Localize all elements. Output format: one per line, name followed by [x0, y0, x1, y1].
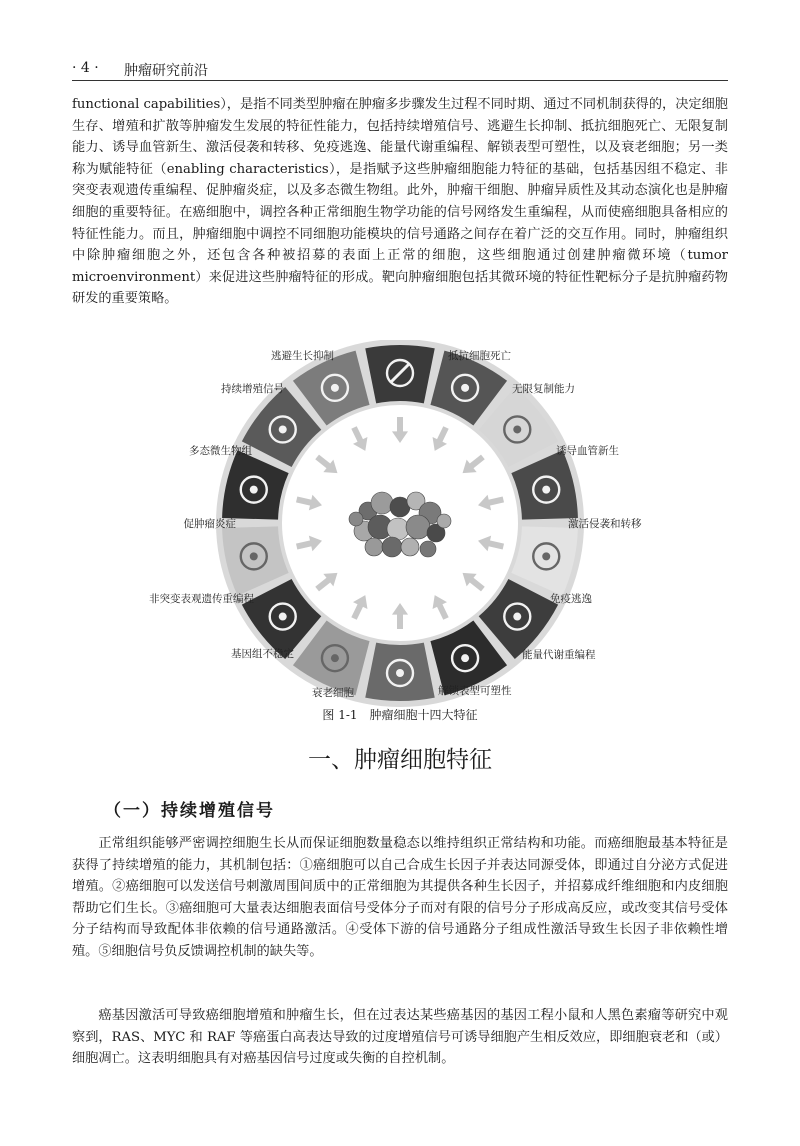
- hallmark-label: 抵抗细胞死亡: [448, 350, 511, 362]
- hallmark-label: 多态微生物组: [189, 445, 252, 457]
- tumor-cell: [371, 492, 393, 514]
- hallmark-label: 基因组不稳定: [231, 648, 294, 660]
- section-heading: 一、肿瘤细胞特征: [308, 747, 492, 773]
- hallmark-label: 持续增殖信号: [221, 383, 284, 395]
- subsection-heading: （一）持续增殖信号: [104, 801, 275, 821]
- hallmark-label: 能量代谢重编程: [522, 649, 596, 661]
- tumor-cell: [401, 538, 419, 556]
- hallmark-label: 解锁表型可塑性: [438, 685, 512, 697]
- hallmark-label: 促肿瘤炎症: [183, 518, 236, 530]
- hallmark-label: 逃避生长抑制: [271, 350, 334, 362]
- body-paragraph-oncogene: 癌基因激活可导致癌细胞增殖和肿瘤生长，但在过表达某些癌基因的基因工程小鼠和人黑色素瘤等研究中观察到，RAS、MYC 和 RAF 等癌蛋白高表达导致的过度增殖信号可诱导细胞产生相反效应，即细胞衰老和（或）细胞凋亡。这表明细胞具有对癌基因信号过度或失衡的自控机制。: [72, 1008, 728, 1067]
- running-title: 肿瘤研究前沿: [124, 63, 208, 79]
- tumor-cell: [406, 515, 430, 539]
- tumor-cell: [437, 514, 451, 528]
- tumor-cell: [382, 537, 402, 557]
- hallmark-label: 诱导血管新生: [556, 445, 619, 457]
- body-paragraph-proliferation: 正常组织能够严密调控细胞生长从而保证细胞数量稳态以维持组织正常结构和功能。而癌细胞最基本特征是获得了持续增殖的能力，其机制包括：①癌细胞可以自己合成生长因子并表达同源受体，即通过自分泌方式促进增殖。②癌细胞可以发送信号刺激周围间质中的正常细胞为其提供各种生长因子，并招募成纤维细胞和内皮细胞帮助它们生长。③癌细胞可大量表达细胞表面信号受体分子而对有限的信号分子形成高反应，或改变其信号受体分子结构而导致配体非依赖的信号通路激活。④受体下游的信号通路分子组成性激活导致生长因子非依赖性增殖。⑤细胞信号负反馈调控机制的缺失等。: [72, 836, 728, 959]
- tumor-cell: [420, 541, 436, 557]
- hallmarks-wheel-figure: [72, 340, 728, 712]
- body-paragraph-intro: functional capabilities），是指不同类型肿瘤在肿瘤多步骤发生过程不同时期、通过不同机制获得的，决定细胞生存、增殖和扩散等肿瘤发生发展的特征性能力，包括持续增殖信号、逃避生长抑制、抵抗细胞死亡、无限复制能力、诱导血管新生、激活侵袭和转移、免疫逃逸、能量代谢重编程、解锁表型可塑性，以及衰老细胞；另一类称为赋能特征（enabling characteristics），是指赋予这些肿瘤细胞能力特征的基础，包括基因组不稳定、非突变表观遗传重编程、促肿瘤炎症，以及多态微生物组。此外，肿瘤干细胞、肿瘤异质性及其动态演化也是肿瘤细胞的重要特征。在癌细胞中，调控各种正常细胞生物学功能的信号网络发生重编程，从而使癌细胞具备相应的特征性能力。而且，肿瘤细胞中调控不同细胞功能模块的信号通路之间存在着广泛的交互作用。同时，肿瘤组织中除肿瘤细胞之外，还包含各种被招募的表面上正常的细胞，这些细胞通过创建肿瘤微环境（tumor microenvironment）来促进这些肿瘤特征的形成。靶向肿瘤细胞包括其微环境的特征性靶标分子是抗肿瘤药物研发的重要策略。: [72, 97, 728, 307]
- hallmark-label: 衰老细胞: [312, 687, 354, 699]
- hallmark-label: 非突变表观遗传重编程: [149, 593, 254, 605]
- hallmark-label: 激活侵袭和转移: [568, 518, 642, 530]
- tumor-cell: [365, 538, 383, 556]
- running-header: [72, 58, 728, 81]
- hallmark-label: 无限复制能力: [512, 383, 575, 395]
- figure-caption: 图 1-1 肿瘤细胞十四大特征: [322, 708, 478, 722]
- tumor-cell: [387, 518, 409, 540]
- page-number: · 4 ·: [72, 60, 99, 76]
- tumor-cell: [349, 512, 363, 526]
- hallmark-label: 免疫逃逸: [550, 593, 592, 605]
